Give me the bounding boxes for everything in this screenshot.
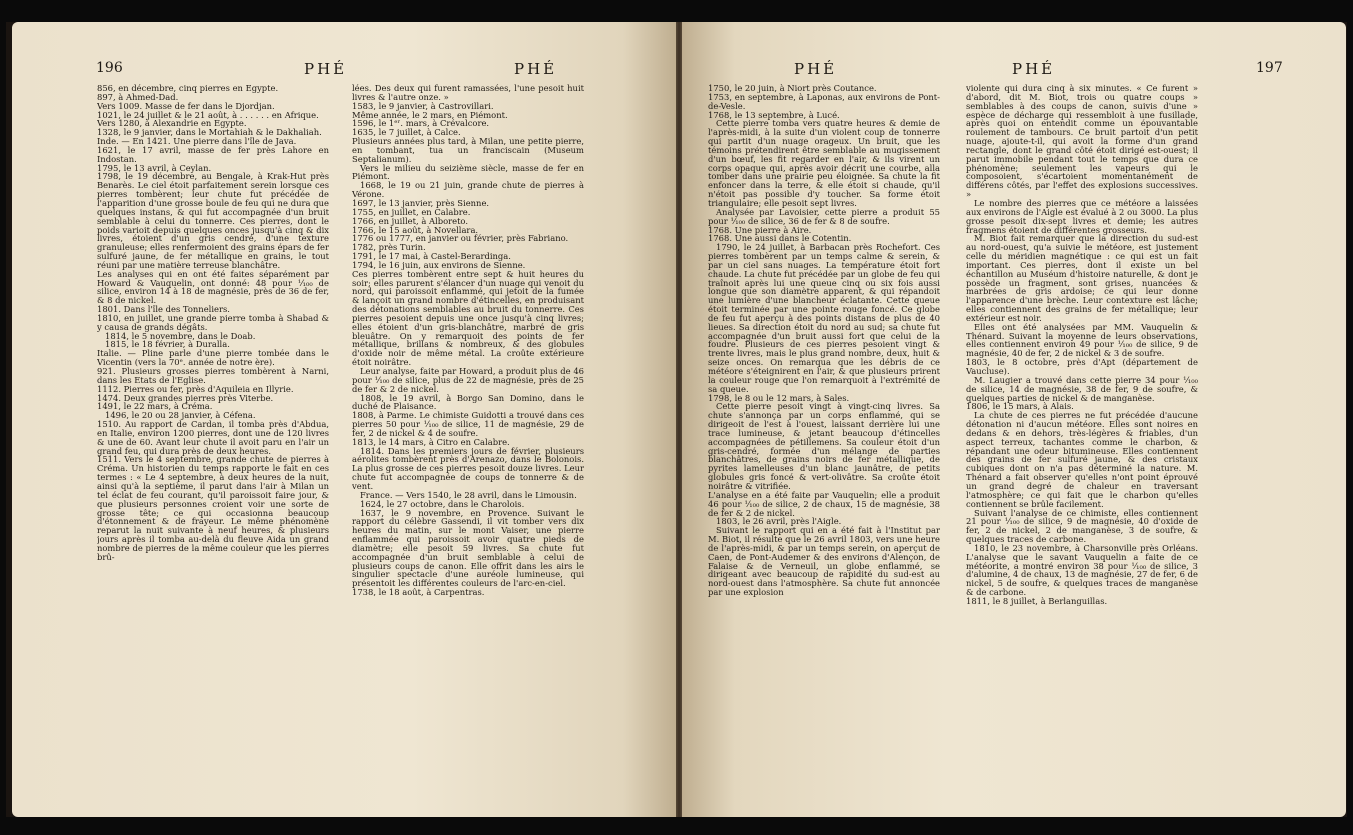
text-paragraph: 1814. Dans les premiers jours de février, plusieurs aérolites tombèrent près d'Arenazo, dans le Bolonois. La plus grosse de ces pierres pesoit douze livres. Leur chute fut accompagnée de coups de tonnerre & de vent.: [352, 445, 584, 491]
text-line: 1510. Au rapport de Cardan, il tomba près d'Abdua, en Italie, environ 1200 pierres, dont une de 120 livres & une de 60. Avant leur chute il avoit paru en l'air un grand feu, qui dura près de deux heures.: [97, 419, 329, 456]
text-line: 1738, le 18 août, à Carpentras.: [352, 587, 485, 598]
text-line: 1806, le 15 mars, à Alais.: [966, 401, 1074, 412]
text-line: 1753, en septembre, à Laponas, aux environs de Pont-de-Vesle.: [708, 91, 940, 111]
right-column-2: [966, 84, 1198, 774]
text-line: 1794, le 16 juin, aux environs de Sienne.: [352, 259, 526, 270]
right-page: [682, 22, 1346, 817]
text-line: 1021, le 24 juillet & le 21 août, à . . . . . . en Afrique.: [97, 109, 319, 120]
text-paragraph: 1637, le 9 novembre, en Provence. Suivant le rapport du célèbre Gassendi, il vit tomber vers dix heures du matin, sur le mont Vaiser, une pierre enflammée qui paroissoit avoir quatre pieds de diamètre; elle pesoit 59 livres. Sa chute fut accompagnée d'un bruit semblable à celui de plusieurs coups de canon. Elle offrit dans les airs le singulier spectacle d'une auréole lumineuse, qui présentoit les différentes couleurs de l'arc-en-ciel.: [352, 507, 584, 589]
text-line: 1798, le 19 décembre, au Bengale, à Krak-Hut près Benarès. Le ciel étoit parfaitement serein lorsque ces pierres tombèrent; leur chute fut précédée de l'apparition d'une grosse boule de feu qui ne dura que quelques instans, & qui fut accompagnée d'un bruit semblable à celui du tonnerre. Ces pierres, dont le poids varioit depuis quelques onces jusqu'à cinq & dix livres, étoient d'un gris cendré, d'une texture granuleuse; elles renfermoient des grains épars de fer sulfuré jaune, de fer métallique en grains, le tout réuni par une matière terreuse blanchâtre.: [97, 171, 329, 270]
text-paragraph: Suivant l'analyse de ce chimiste, elles contiennent 21 pour ⅟₁₀₀ de silice, 9 de magnésie, 40 d'oxide de fer, 2 de nickel, 2 de manganèse, 3 de soufre, & quelques traces de carbone.: [966, 507, 1198, 545]
left-page-number: 196: [96, 60, 123, 76]
text-paragraph: La chute de ces pierres ne fut précédée d'aucune détonation ni d'aucun météore. Elles sont noires en dedans & en dehors, très-légères & friables, d'un aspect terreux, tachantes comme le charbon, & répandant une odeur bitumineuse. Elles contiennent des grains de fer sulfuré jaune, & des cristaux cubiques dont on n'a pas déterminé la nature. M. Thénard a fait observer qu'elles n'ont point éprouvé un grand degré de chaleur en traversant l'atmosphère; ce qui fait que le charbon qu'elles contiennent se brûle facilement.: [966, 410, 1198, 509]
text-paragraph: Vers le milieu du seizième siècle, masse de fer en Piémont.: [352, 162, 584, 182]
text-line: violente qui dura cinq à six minutes. « Ce furent » d'abord, dit M. Biot, trois ou quatre coups » semblables à des coups de canon, suivis d'une » espèce de décharge qui ressembloit à une fusillade, après quoi on entendit comme un épouvantable roulement de tambours. Ce bruit partoit d'un petit nuage, ajoute-t-il, qui avoit la forme d'un grand rectangle, dont le grand côté étoit dirigé est-ouest; il parut immobile pendant tout le temps que dura ce phénomène; seulement les vapeurs qui le composoient, s'écartoient momentanément de différens côtés, par l'effet des explosions successives. »: [966, 84, 1198, 200]
text-line: Ces pierres tombèrent entre sept & huit heures du soir; elles parurent s'élancer d'un nuage qui venoit du nord, qui paroissoit enflammé, qui jetoit de la fumée & lançoit un grand nombre d'étincelles, en produisant des détonations semblables au bruit du tonnerre. Ces pierres pesoient depuis une once jusqu'à cinq livres; elles étoient d'un gris-blanchâtre, marbré de gris bleuâtre. On y remarquoit des points de fer métallique, brillans & nombreux, & des globules d'oxide noir de même métal. La croûte extérieure étoit noirâtre.: [352, 268, 584, 368]
text-paragraph: 1810, le 23 novembre, à Charsonville près Orléans. L'analyse que le savant Vauquelin a faite de ce météorite, a montré environ 38 pour ⅟₁₀₀ de silice, 3 d'alumine, 4 de chaux, 13 de magnésie, 27 de fer, 6 de nickel, 5 de soufre, & quelques traces de manganèse & de carbone.: [966, 542, 1198, 598]
right-column-1: [708, 84, 940, 774]
text-line: 1768. Une aussi dans le Cotentin.: [708, 233, 852, 244]
text-line: Même année, le 2 mars, en Piémont.: [352, 109, 508, 120]
text-line: 1813, le 14 mars, à Citro en Calabre.: [352, 436, 510, 447]
right-page-number: 197: [1256, 60, 1283, 76]
text-paragraph: France. — Vers 1540, le 28 avril, dans le Limousin.: [360, 489, 577, 500]
left-running-head-1: PHÉ: [304, 60, 348, 78]
text-line: Vers 1280, à Alexandrie en Egypte.: [97, 118, 247, 129]
text-line: 1635, le 7 juillet, à Calce.: [352, 127, 461, 138]
text-line: Italie. — Pline parle d'une pierre tombée dans le Vicentin (vers la 70ᵉ. année de notre ère).: [97, 348, 329, 368]
text-line: L'analyse en a été faite par Vauquelin; elle a produit 46 pour ⅟₁₀₀ de silice, 2 de chaux, 15 de magnésie, 38 de fer & 2 de nickel.: [708, 489, 940, 518]
left-page: [12, 22, 676, 817]
text-paragraph: 1815, le 18 février, à Duralla.: [105, 339, 230, 350]
text-paragraph: 1803, le 26 avril, près l'Aigle.: [716, 516, 842, 527]
text-line: 1328, le 9 janvier, dans le Mortahiah & le Dakhaliah.: [97, 127, 322, 138]
text-paragraph: M. Biot fait remarquer que la direction du sud-est au nord-ouest, qu'a suivie le météore, est justement celle du méridien magnétique : ce qui est un fait important. Ces pierres, dont il existe un bel échantillon au Muséum d'histoire naturelle, & dont je possède un fragment, sont grises, nuancées & marbrées de gris ardoise; ce qui leur donne l'apparence d'une brèche. Leur contexture est lâche; elles contiennent des grains de fer métallique; leur extérieur est noir.: [966, 233, 1198, 323]
text-paragraph: Cette pierre pesoit vingt à vingt-cinq livres. Sa chute s'annonça par un corps enflammé, qui se dirigeoit de l'est à l'ouest, laissant derrière lui une trace lumineuse, & jetant beaucoup d'étincelles accompagnées de pétillemens. Sa couleur étoit d'un gris-cendré, formée d'un mélange de parties blanchâtres, de grains noirs de fer métallique, de pyrites lamelleuses d'un blanc jaunâtre, de petits globules gris foncé & vert-olivâtre. Sa croûte étoit noirâtre & vitrifiée.: [708, 401, 940, 491]
text-line: 1583, le 9 janvier, à Castrovillari.: [352, 100, 494, 111]
text-paragraph: 1624, le 27 octobre, dans le Charolois.: [360, 498, 525, 509]
text-line: 1798, le 8 ou le 12 mars, à Sales.: [708, 392, 850, 403]
text-line: 1811, le 8 juillet, à Berlanguillas.: [966, 595, 1108, 606]
text-line: 1791, le 17 mai, à Castel-Berardinga.: [352, 251, 511, 262]
text-line: 1596, le 1ᵉʳ. mars, à Crévalcore.: [352, 118, 490, 129]
text-line: 1755, en juillet, en Calabre.: [352, 206, 471, 217]
text-line: 1511. Vers le 4 septembre, grande chute de pierres à Créma. Un historien du temps rapporte le fait en ces termes : « Le 4 septembre, à deux heures de la nuit, ainsi qu'à la septième, il parut dans l'air à Milan un tel éclat de feu courant, qu'il paroissoit faire jour, & que plusieurs personnes croient voir une sorte de grosse tête; ce qui occasionna beaucoup d'étonnement & de frayeur. Le même phénomène reparut la nuit suivante à neuf heures, & plusieurs jours après il tomba au-delà du fleuve Aida un grand nombre de pierres de la même couleur que les pierres brû-: [97, 454, 329, 562]
text-paragraph: 1808, le 19 avril, à Borgo San Domino, dans le duché de Plaisance.: [352, 392, 584, 412]
text-line: 1768, le 13 septembre, à Lucé.: [708, 109, 840, 120]
text-paragraph: Suivant le rapport qui en a été fait à l'Institut par M. Biot, il résulte que le 26 avril 1803, vers une heure de l'après-midi, & par un temps serein, on aperçut de Caen, de Pont-Audemer & des environs d'Alençon, de Falaise & de Verneuil, un globe enflammé, se dirigeant avec beaucoup de rapidité du sud-est au nord-ouest dans l'atmosphère. Sa chute fut annoncée par une explosion: [708, 525, 940, 598]
text-line: 1768. Une pierre à Aire.: [708, 224, 812, 235]
text-paragraph: Leur analyse, faite par Howard, a produit plus de 46 pour ⅟₁₀₀ de silice, plus de 22 de magnésie, près de 25 de fer & 2 de nickel.: [352, 366, 584, 394]
text-line: 1801. Dans l'île des Tonneliers.: [97, 304, 230, 315]
left-column-1: [97, 84, 329, 774]
text-paragraph: Elles ont été analysées par MM. Vauquelin & Thénard. Suivant la moyenne de leurs observations, elles contiennent environ 49 pour ⅟₁₀₀ de silice, 9 de magnésie, 40 de fer, 2 de nickel & 3 de soufre.: [966, 321, 1198, 359]
open-book: [6, 22, 1347, 817]
text-line: 897, à Ahmed-Dad.: [97, 91, 179, 102]
text-paragraph: Analysée par Lavoisier, cette pierre a produit 55 pour ⅟₁₀₀ de silice, 36 de fer & 8 de soufre.: [708, 206, 940, 226]
left-running-head-2: PHÉ: [514, 60, 558, 78]
text-paragraph: 1668, le 19 ou 21 juin, grande chute de pierres à Vérone.: [352, 180, 584, 200]
text-line: 1776 ou 1777, en janvier ou février, près Fabriano.: [352, 233, 569, 244]
right-running-head-1: PHÉ: [794, 60, 838, 78]
text-line: 1112. Pierres ou fer, près d'Aquileia en Illyrie.: [97, 383, 294, 394]
text-line: 1808, à Parme. Le chimiste Guidotti a trouvé dans ces pierres 50 pour ⅟₁₀₀ de silice, 11 de magnésie, 29 de fer, 2 de nickel & 4 de soufre.: [352, 410, 584, 438]
text-line: Plusieurs années plus tard, à Milan, une petite pierre, en tombant, tua un franciscain (Museum Septalianum).: [352, 136, 584, 164]
text-line: 1795, le 13 avril, à Ceylan.: [97, 162, 212, 173]
text-paragraph: M. Laugier a trouvé dans cette pierre 34 pour ⅟₁₀₀ de silice, 14 de magnésie, 38 de fer, 9 de soufre, & quelques parties de nickel & de manganèse.: [966, 374, 1198, 403]
text-paragraph: Cette pierre tomba vers quatre heures & demie de l'après-midi, à la suite d'un violent coup de tonnerre qui partit d'un nuage orageux. Un bruit, que les témoins prétendirent être semblable au mugissement d'un bœuf, les fit regarder en l'air, & ils virent un corps opaque qui, après avoir décrit une courbe, alla tomber dans une prairie peu éloignée. Sa chute la fit enfoncer dans la terre, & elle étoit si chaude, qu'il n'étoit pas possible d'y toucher. Sa forme étoit triangulaire; elle pesoit sept livres.: [708, 118, 940, 208]
text-paragraph: 1814, le 5 novembre, dans le Doab.: [105, 330, 256, 341]
text-paragraph: 1790, le 24 juillet, à Barbacan près Rochefort. Ces pierres tombèrent par un temps calme & serein, & par un ciel sans nuages. La température étoit fort chaude. La chute fut précédée par un globe de feu qui traînoit après lui une queue cinq ou six fois aussi longue que son diamètre apparent, & qui répandoit une lumière d'une blancheur éclatante. Cette queue étoit terminée par une pointe rouge foncé. Ce globe de feu fut aperçu à des points distans de plus de 40 lieues. Sa direction étoit du nord au sud; sa chute fut accompagnée d'un bruit aussi fort que celui de la foudre. Plusieurs de ces pierres pesoient vingt & trente livres, mais le plus grand nombre, deux, huit & seize onces. On remarqua que les débris de ce météore s'éteignirent en l'air, & que plusieurs prirent la couleur rouge que l'on remarquoit à l'extrémité de sa queue.: [708, 242, 940, 394]
text-line: Les analyses qui en ont été faites séparément par Howard & Vauquelin, ont donné: 48 pour ⅟₁₀₀ de silice, environ 14 à 18 de magnésie, près de 36 de fer, & 8 de nickel.: [97, 268, 329, 306]
text-line: 1491, le 22 mars, à Créma.: [97, 401, 213, 412]
text-line: 921. Plusieurs grosses pierres tombèrent à Narni, dans les Etats de l'Eglise.: [97, 366, 329, 385]
left-column-2: [352, 84, 584, 774]
text-line: 1697, le 13 janvier, près Sienne.: [352, 197, 490, 208]
right-running-head-2: PHÉ: [1012, 60, 1056, 78]
text-line: 1766, en juillet, à Alboreto.: [352, 215, 468, 226]
text-line: 1782, près Turin.: [352, 242, 426, 253]
text-paragraph: Le nombre des pierres que ce météore a laissées aux environs de l'Aigle est évalué à 2 ou 3000. La plus grosse pesoit dix-sept livres et demie; les autres fragmens étoient de différentes grosseurs.: [966, 197, 1198, 235]
text-line: 1750, le 20 juin, à Niort près Coutance.: [708, 84, 877, 93]
text-line: Inde. — En 1421. Une pierre dans l'île de Java.: [97, 136, 297, 147]
text-paragraph: 1496, le 20 ou 28 janvier, à Céfena.: [105, 410, 256, 421]
text-line: Vers 1009. Masse de fer dans le Djordjan.: [97, 100, 275, 111]
text-line: 1474. Deux grandes pierres près Viterbe.: [97, 392, 274, 403]
text-line: 1621, le 17 avril, masse de fer près Lahore en Indostan.: [97, 144, 329, 164]
text-line: 856, en décembre, cinq pierres en Egypte.: [97, 84, 279, 93]
text-line: 1810, en juillet, une grande pierre tomba à Shabad & y causa de grands dégâts.: [97, 312, 329, 332]
text-line: lées. Des deux qui furent ramassées, l'une pesoit huit livres & l'autre onze. »: [352, 84, 584, 102]
text-line: 1803, le 8 octobre, près d'Apt (département de Vaucluse).: [966, 357, 1198, 376]
text-line: 1766, le 15 août, à Novellara.: [352, 224, 479, 235]
